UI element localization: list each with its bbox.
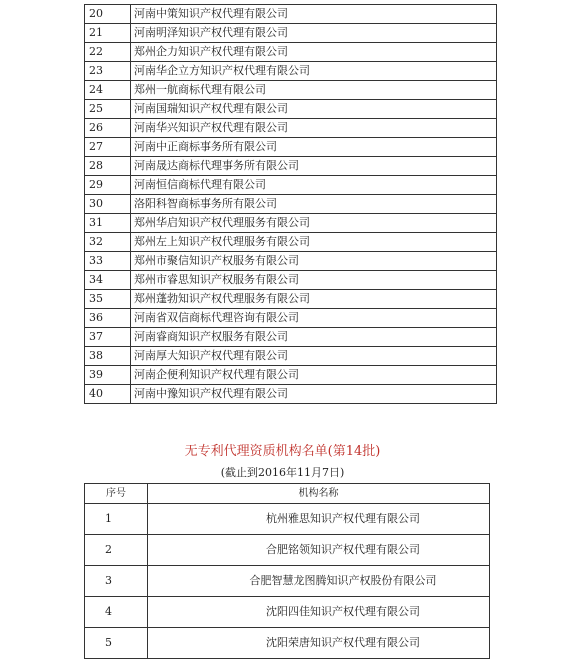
row-number: 36 (85, 309, 131, 328)
row-number: 23 (85, 62, 131, 81)
row-number: 29 (85, 176, 131, 195)
table-row (85, 81, 497, 100)
row-number: 33 (85, 252, 131, 271)
row-number: 30 (85, 195, 131, 214)
row-number: 20 (85, 5, 131, 24)
row-number: 32 (85, 233, 131, 252)
row-number: 27 (85, 138, 131, 157)
table-row (85, 385, 497, 404)
table-row (85, 62, 497, 81)
row-number: 22 (85, 43, 131, 62)
agency-name: 河南中正商标事务所有限公司 (131, 138, 497, 157)
table-row (85, 5, 497, 24)
table-row (85, 138, 497, 157)
agency-name: 河南厚大知识产权代理有限公司 (131, 347, 497, 366)
agency-name: 河南华兴知识产权代理有限公司 (131, 119, 497, 138)
table-row (85, 597, 490, 628)
table-row (85, 233, 497, 252)
table-row (85, 119, 497, 138)
row-number: 35 (85, 290, 131, 309)
agency-name: 河南恒信商标代理有限公司 (131, 176, 497, 195)
table-row (85, 195, 497, 214)
agency-name: 河南中策知识产权代理有限公司 (131, 5, 497, 24)
agency-name: 沈阳荣唐知识产权代理有限公司 (148, 628, 490, 659)
table-row (85, 271, 497, 290)
row-number: 31 (85, 214, 131, 233)
row-number: 37 (85, 328, 131, 347)
table-row (85, 366, 497, 385)
row-number: 38 (85, 347, 131, 366)
table-row (85, 157, 497, 176)
agency-name: 洛阳科智商标事务所有限公司 (131, 195, 497, 214)
row-number: 1 (85, 504, 148, 535)
table-row (85, 214, 497, 233)
table-row (85, 535, 490, 566)
table-row (85, 252, 497, 271)
row-number: 24 (85, 81, 131, 100)
agency-name: 郑州蓬勃知识产权代理服务有限公司 (131, 290, 497, 309)
agency-name: 河南省双信商标代理咨询有限公司 (131, 309, 497, 328)
section-subtitle-date: (截止到2016年11月7日) (220, 466, 345, 479)
row-number: 3 (85, 566, 148, 597)
agency-name: 河南国瑞知识产权代理有限公司 (131, 100, 497, 119)
agency-name: 河南晟达商标代理事务所有限公司 (131, 157, 497, 176)
agency-list-table-top (84, 4, 497, 404)
agency-name: 河南华企立方知识产权代理有限公司 (131, 62, 497, 81)
agency-list-table-batch14 (84, 483, 490, 659)
agency-name: 郑州市聚信知识产权服务有限公司 (131, 252, 497, 271)
agency-name: 郑州市睿思知识产权服务有限公司 (131, 271, 497, 290)
row-number: 40 (85, 385, 131, 404)
row-number: 21 (85, 24, 131, 43)
table-row (85, 628, 490, 659)
row-number: 25 (85, 100, 131, 119)
table-row (85, 24, 497, 43)
table-row (85, 309, 497, 328)
table-row (85, 504, 490, 535)
header-agency-name: 机构名称 (148, 484, 490, 504)
section-title: 无专利代理资质机构名单(第14批) (184, 444, 381, 459)
header-index: 序号 (85, 484, 148, 504)
table-row (85, 43, 497, 62)
agency-name: 河南中豫知识产权代理有限公司 (131, 385, 497, 404)
table-row (85, 290, 497, 309)
table-header-row (85, 484, 490, 504)
agency-name: 合肥铭领知识产权代理有限公司 (148, 535, 490, 566)
agency-name: 郑州一航商标代理有限公司 (131, 81, 497, 100)
agency-name: 合肥智慧龙图腾知识产权股份有限公司 (148, 566, 490, 597)
table-row (85, 566, 490, 597)
agency-name: 杭州雅思知识产权代理有限公司 (148, 504, 490, 535)
table-row (85, 100, 497, 119)
row-number: 5 (85, 628, 148, 659)
agency-name: 河南企便利知识产权代理有限公司 (131, 366, 497, 385)
row-number: 26 (85, 119, 131, 138)
agency-name: 郑州企力知识产权代理有限公司 (131, 43, 497, 62)
agency-name: 郑州华启知识产权代理服务有限公司 (131, 214, 497, 233)
agency-name: 河南明泽知识产权代理有限公司 (131, 24, 497, 43)
agency-name: 沈阳四佳知识产权代理有限公司 (148, 597, 490, 628)
row-number: 4 (85, 597, 148, 628)
row-number: 2 (85, 535, 148, 566)
agency-name: 河南睿商知识产权服务有限公司 (131, 328, 497, 347)
table-row (85, 176, 497, 195)
table-row (85, 347, 497, 366)
row-number: 39 (85, 366, 131, 385)
table-row (85, 328, 497, 347)
agency-name: 郑州左上知识产权代理服务有限公司 (131, 233, 497, 252)
row-number: 28 (85, 157, 131, 176)
row-number: 34 (85, 271, 131, 290)
